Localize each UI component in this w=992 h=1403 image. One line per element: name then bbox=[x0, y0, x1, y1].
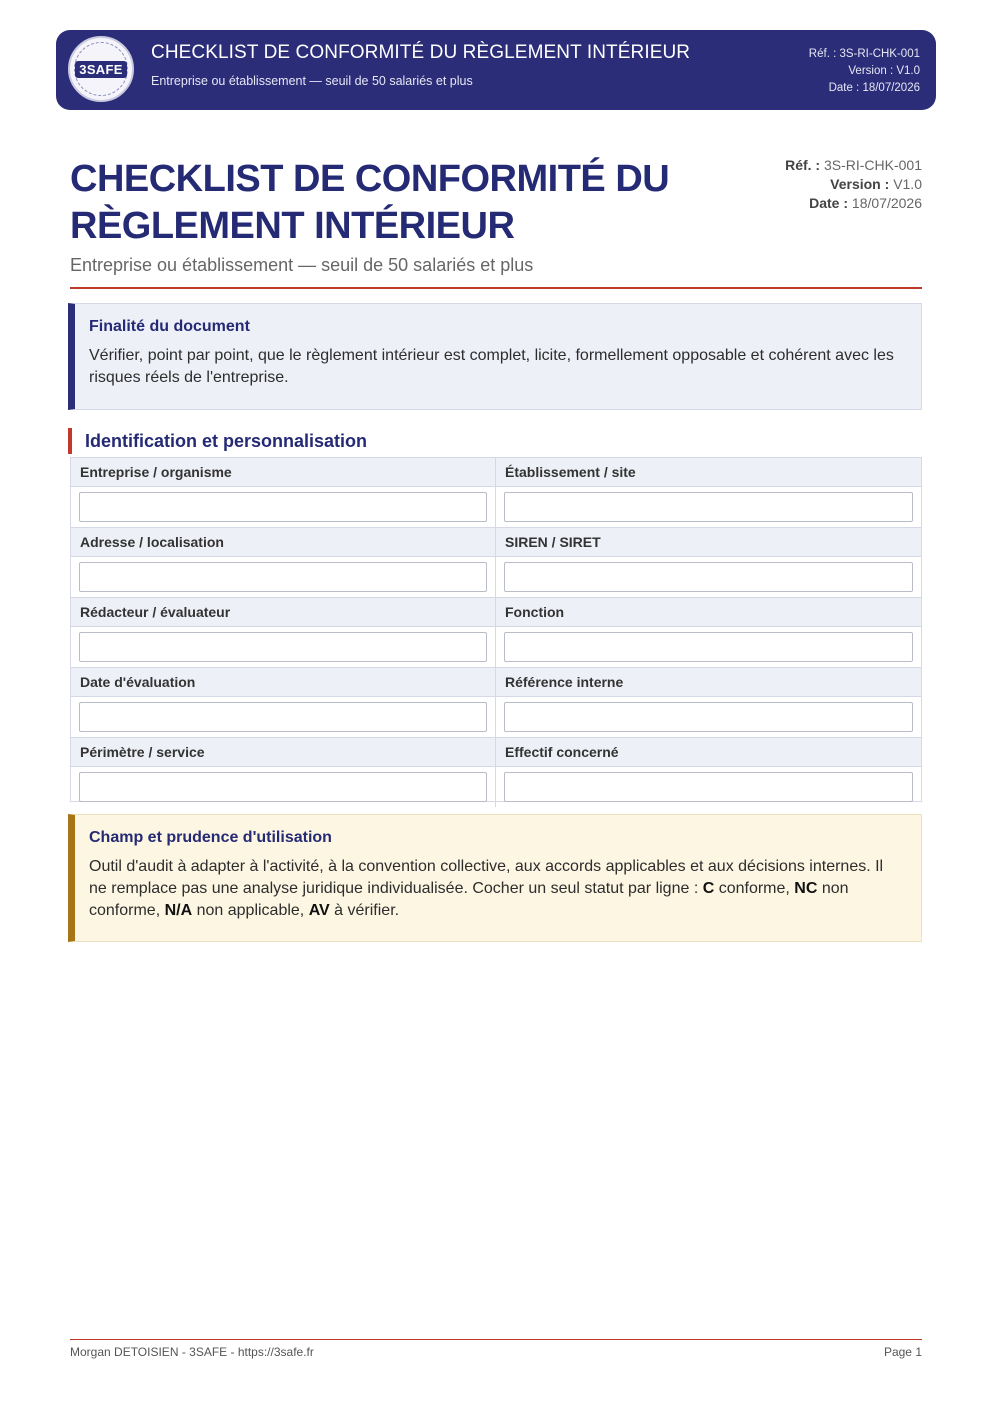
field-siren bbox=[496, 528, 921, 598]
date-evaluation-input[interactable] bbox=[79, 702, 487, 732]
date-label: Date : bbox=[809, 195, 849, 211]
identification-form bbox=[70, 457, 922, 802]
field-fonction bbox=[496, 598, 921, 668]
field-label: Fonction bbox=[496, 598, 921, 627]
scope-callout bbox=[68, 814, 922, 942]
status-code-c: C bbox=[702, 880, 715, 897]
field-entreprise bbox=[71, 458, 496, 528]
ref-label: Réf. : bbox=[785, 157, 821, 173]
purpose-text: Vérifier, point par point, que le règlement intérieur est complet, licite, formellement opposable et cohérent avec les risques réels de l'entreprise. bbox=[89, 347, 894, 386]
field-etablissement bbox=[496, 458, 921, 528]
field-reference-interne bbox=[496, 668, 921, 738]
adresse-input[interactable] bbox=[79, 562, 487, 592]
field-label: Date d'évaluation bbox=[71, 668, 495, 697]
title-divider bbox=[70, 287, 922, 289]
purpose-title: Finalité du document bbox=[89, 318, 250, 335]
field-label: Adresse / localisation bbox=[71, 528, 495, 557]
logo-text: 3SAFE bbox=[75, 61, 126, 78]
field-label: SIREN / SIRET bbox=[496, 528, 921, 557]
siren-input[interactable] bbox=[504, 562, 913, 592]
footer-author: Morgan DETOISIEN - 3SAFE - https://3safe.fr bbox=[70, 1345, 314, 1359]
status-desc-na: non applicable, bbox=[192, 902, 309, 919]
banner-version: Version : V1.0 bbox=[848, 65, 920, 77]
version-line bbox=[785, 175, 922, 194]
redacteur-input[interactable] bbox=[79, 632, 487, 662]
version-label: Version : bbox=[830, 176, 890, 192]
identification-heading: Identification et personnalisation bbox=[68, 428, 367, 454]
status-code-av: AV bbox=[308, 902, 330, 919]
fonction-input[interactable] bbox=[504, 632, 913, 662]
scope-title: Champ et prudence d'utilisation bbox=[89, 829, 332, 846]
version-value: V1.0 bbox=[893, 176, 922, 192]
perimetre-input[interactable] bbox=[79, 772, 487, 802]
date-line bbox=[785, 194, 922, 213]
field-label: Rédacteur / évaluateur bbox=[71, 598, 495, 627]
purpose-callout bbox=[68, 303, 922, 410]
page-number: Page 1 bbox=[883, 1345, 922, 1359]
ref-line bbox=[785, 156, 922, 175]
page-title: CHECKLIST DE CONFORMITÉ DU RÈGLEMENT INTÉRIEUR bbox=[70, 158, 670, 247]
reference-interne-input[interactable] bbox=[504, 702, 913, 732]
banner-title: CHECKLIST DE CONFORMITÉ DU RÈGLEMENT INTÉRIEUR bbox=[151, 42, 691, 63]
banner-date: Date : 18/07/2026 bbox=[828, 82, 920, 94]
scope-text-intro: Outil d'audit à adapter à l'activité, à la convention collective, aux accords applicables et aux décisions internes. Il ne remplace pas une analyse juridique individualisée. Cocher un seul statut par ligne : bbox=[89, 858, 884, 897]
field-label: Établissement / site bbox=[496, 458, 921, 487]
field-label: Périmètre / service bbox=[71, 738, 495, 767]
banner-ref: Réf. : 3S-RI-CHK-001 bbox=[808, 48, 920, 60]
field-label: Entreprise / organisme bbox=[71, 458, 495, 487]
ref-value: 3S-RI-CHK-001 bbox=[823, 157, 922, 173]
company-logo bbox=[68, 36, 134, 102]
footer-divider bbox=[70, 1339, 922, 1340]
banner-meta bbox=[809, 46, 920, 97]
etablissement-input[interactable] bbox=[504, 492, 913, 522]
field-redacteur bbox=[71, 598, 496, 668]
banner-subtitle: Entreprise ou établissement — seuil de 50 salariés et plus bbox=[151, 74, 473, 88]
status-code-nc: NC bbox=[794, 880, 818, 897]
document-meta bbox=[785, 156, 922, 213]
effectif-input[interactable] bbox=[504, 772, 913, 802]
field-label: Effectif concerné bbox=[496, 738, 921, 767]
field-adresse bbox=[71, 528, 496, 598]
status-code-na: N/A bbox=[164, 902, 193, 919]
field-effectif bbox=[496, 738, 921, 807]
scope-text bbox=[89, 856, 903, 922]
status-desc-av: à vérifier. bbox=[329, 902, 400, 919]
status-desc-c: conforme, bbox=[714, 880, 795, 897]
field-date-evaluation bbox=[71, 668, 496, 738]
date-value: 18/07/2026 bbox=[851, 195, 922, 211]
page-subtitle: Entreprise ou établissement — seuil de 50 salariés et plus bbox=[70, 255, 534, 275]
field-label: Référence interne bbox=[496, 668, 921, 697]
header-banner bbox=[56, 30, 936, 110]
field-perimetre bbox=[71, 738, 496, 807]
entreprise-input[interactable] bbox=[79, 492, 487, 522]
status-desc-nc: non conforme, bbox=[89, 880, 849, 919]
